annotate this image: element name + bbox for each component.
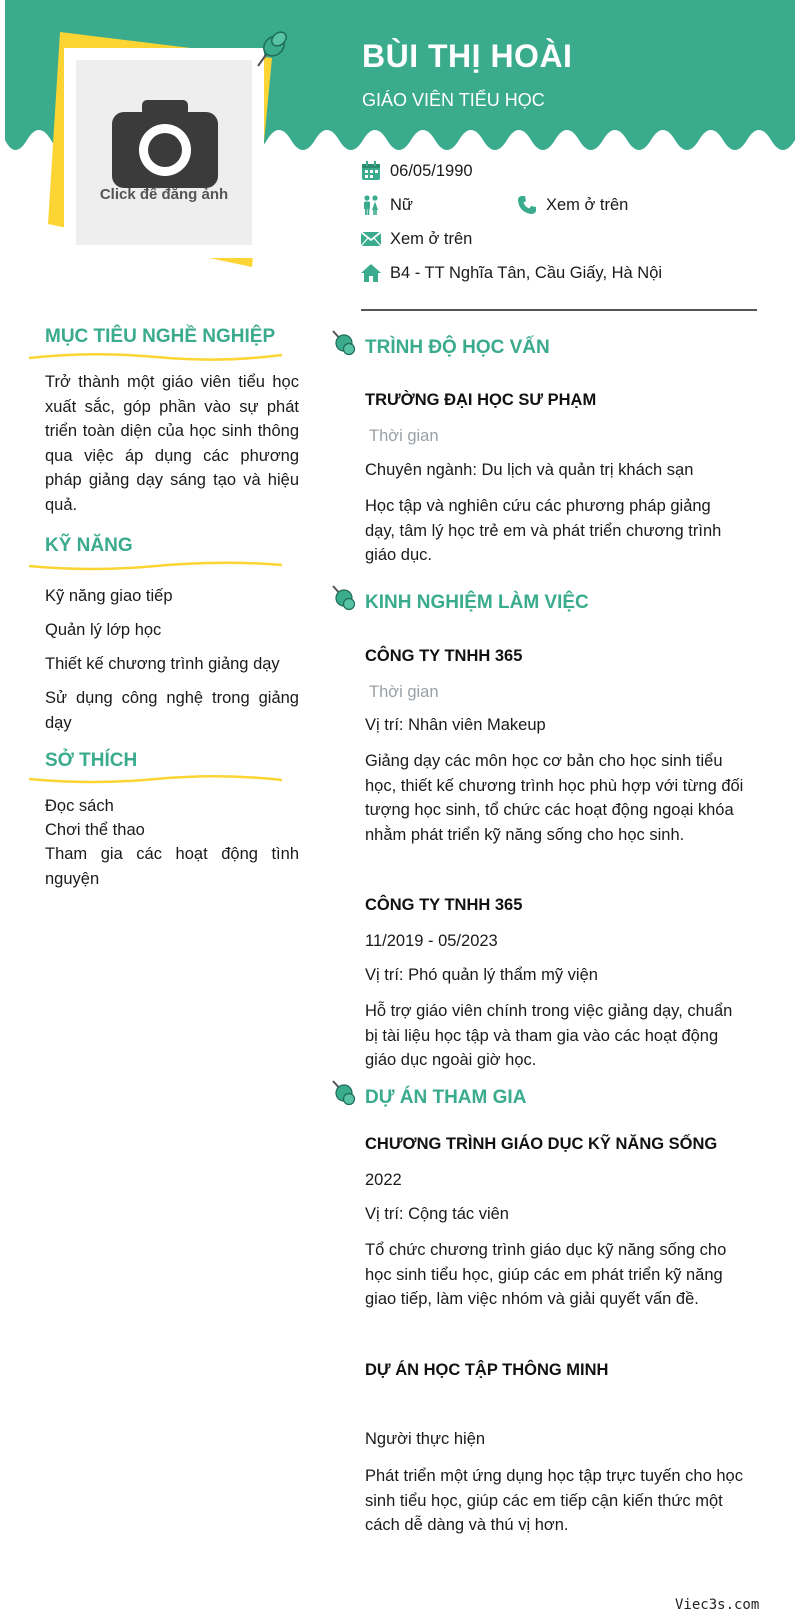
objective-title: MỤC TIÊU NGHỀ NGHIỆP bbox=[45, 326, 276, 347]
contact-email[interactable]: Xem ở trên bbox=[360, 228, 472, 250]
gender-icon bbox=[360, 194, 382, 216]
experience-time: Thời gian bbox=[369, 683, 439, 701]
hobby-item: Tham gia các hoạt động tình nguyện bbox=[45, 845, 299, 888]
experience-description: Hỗ trợ giáo viên chính trong việc giảng dạy, chuẩn bị tài liệu học tập và tham gia vào các hoạt động giáo dục ngoài giờ học. bbox=[365, 1002, 733, 1069]
skill-item: Quản lý lớp học bbox=[45, 621, 162, 639]
education-major: Chuyên ngành: Du lịch và quản trị khách sạn bbox=[365, 461, 694, 479]
phone-icon bbox=[516, 194, 538, 216]
experience-position: Vị trí: Phó quản lý thẩm mỹ viện bbox=[365, 966, 598, 984]
calendar-icon bbox=[360, 160, 382, 182]
hobby-item: Đọc sách bbox=[45, 797, 114, 815]
project-time: 2022 bbox=[365, 1171, 402, 1189]
experience-time: 11/2019 - 05/2023 bbox=[365, 932, 498, 950]
project-name: CHƯƠNG TRÌNH GIÁO DỤC KỸ NĂNG SỐNG bbox=[365, 1135, 718, 1153]
objective-underline bbox=[28, 351, 283, 363]
hobbies-title: SỞ THÍCH bbox=[45, 750, 138, 771]
experience-company: CÔNG TY TNHH 365 bbox=[365, 896, 523, 914]
home-icon bbox=[360, 262, 382, 284]
pushpin-icon bbox=[248, 26, 292, 72]
skill-item: Sử dụng công nghệ trong giảng dạy bbox=[45, 689, 299, 732]
pushpin-icon bbox=[330, 328, 356, 356]
education-school: TRƯỜNG ĐẠI HỌC SƯ PHẠM bbox=[365, 391, 597, 409]
contact-divider bbox=[361, 309, 757, 311]
skill-item: Thiết kế chương trình giảng dạy bbox=[45, 655, 280, 673]
project-description: Tổ chức chương trình giáo dục kỹ năng sống cho học sinh tiểu học, giúp các em phát triển kỹ năng giao tiếp, làm việc nhóm và giải quyết vấn đề. bbox=[365, 1241, 727, 1308]
candidate-name: BÙI THỊ HOÀI bbox=[362, 38, 573, 74]
hobbies-underline bbox=[28, 774, 283, 786]
experience-position: Vị trí: Nhân viên Makeup bbox=[365, 716, 546, 734]
mail-icon bbox=[360, 228, 382, 250]
skill-item: Kỹ năng giao tiếp bbox=[45, 587, 173, 605]
education-description: Học tập và nghiên cứu các phương pháp giảng dạy, tâm lý học trẻ em và phát triển chương trình giáo dục. bbox=[365, 497, 722, 564]
job-title: GIÁO VIÊN TIỂU HỌC bbox=[362, 90, 545, 110]
project-name: DỰ ÁN HỌC TẬP THÔNG MINH bbox=[365, 1361, 609, 1379]
experience-company: CÔNG TY TNHH 365 bbox=[365, 647, 523, 665]
skills-underline bbox=[28, 560, 283, 572]
project-position: Người thực hiện bbox=[365, 1430, 486, 1448]
projects-title: DỰ ÁN THAM GIA bbox=[365, 1087, 527, 1108]
project-description: Phát triển một ứng dụng học tập trực tuyến cho học sinh tiểu học, giúp các em tiếp cận kiến thức một cách dễ dàng và thú vị hơn. bbox=[365, 1467, 743, 1534]
pushpin-icon bbox=[330, 1078, 356, 1106]
photo-caption: Click để đăng ảnh bbox=[99, 186, 229, 203]
project-position: Vị trí: Cộng tác viên bbox=[365, 1205, 509, 1223]
contact-address: B4 - TT Nghĩa Tân, Cầu Giấy, Hà Nội bbox=[360, 262, 662, 284]
objective-text: Trở thành một giáo viên tiểu học xuất sắc, góp phần vào sự phát triển toàn diện của học sinh thông qua việc áp dụng các phương pháp giảng dạy sáng tạo và hiệu quả. bbox=[45, 373, 299, 514]
hobby-item: Chơi thể thao bbox=[45, 821, 145, 839]
contact-birthday: 06/05/1990 bbox=[360, 160, 473, 182]
contact-phone[interactable]: Xem ở trên bbox=[516, 194, 628, 216]
pushpin-icon bbox=[330, 583, 356, 611]
watermark: Viec3s.com bbox=[675, 1597, 760, 1613]
photo-frame[interactable] bbox=[40, 24, 300, 274]
education-time: Thời gian bbox=[369, 427, 439, 445]
education-title: TRÌNH ĐỘ HỌC VẤN bbox=[365, 337, 550, 358]
contact-gender: Nữ bbox=[360, 194, 413, 216]
experience-title: KINH NGHIỆM LÀM VIỆC bbox=[365, 592, 589, 613]
experience-description: Giảng dạy các môn học cơ bản cho học sinh tiểu học, thiết kế chương trình học phù hợp với từng đối tượng học sinh, tổ chức các hoạt động ngoại khóa nhằm phát triển kỹ năng sống cho học sinh. bbox=[365, 752, 744, 844]
skills-title: KỸ NĂNG bbox=[45, 535, 133, 556]
